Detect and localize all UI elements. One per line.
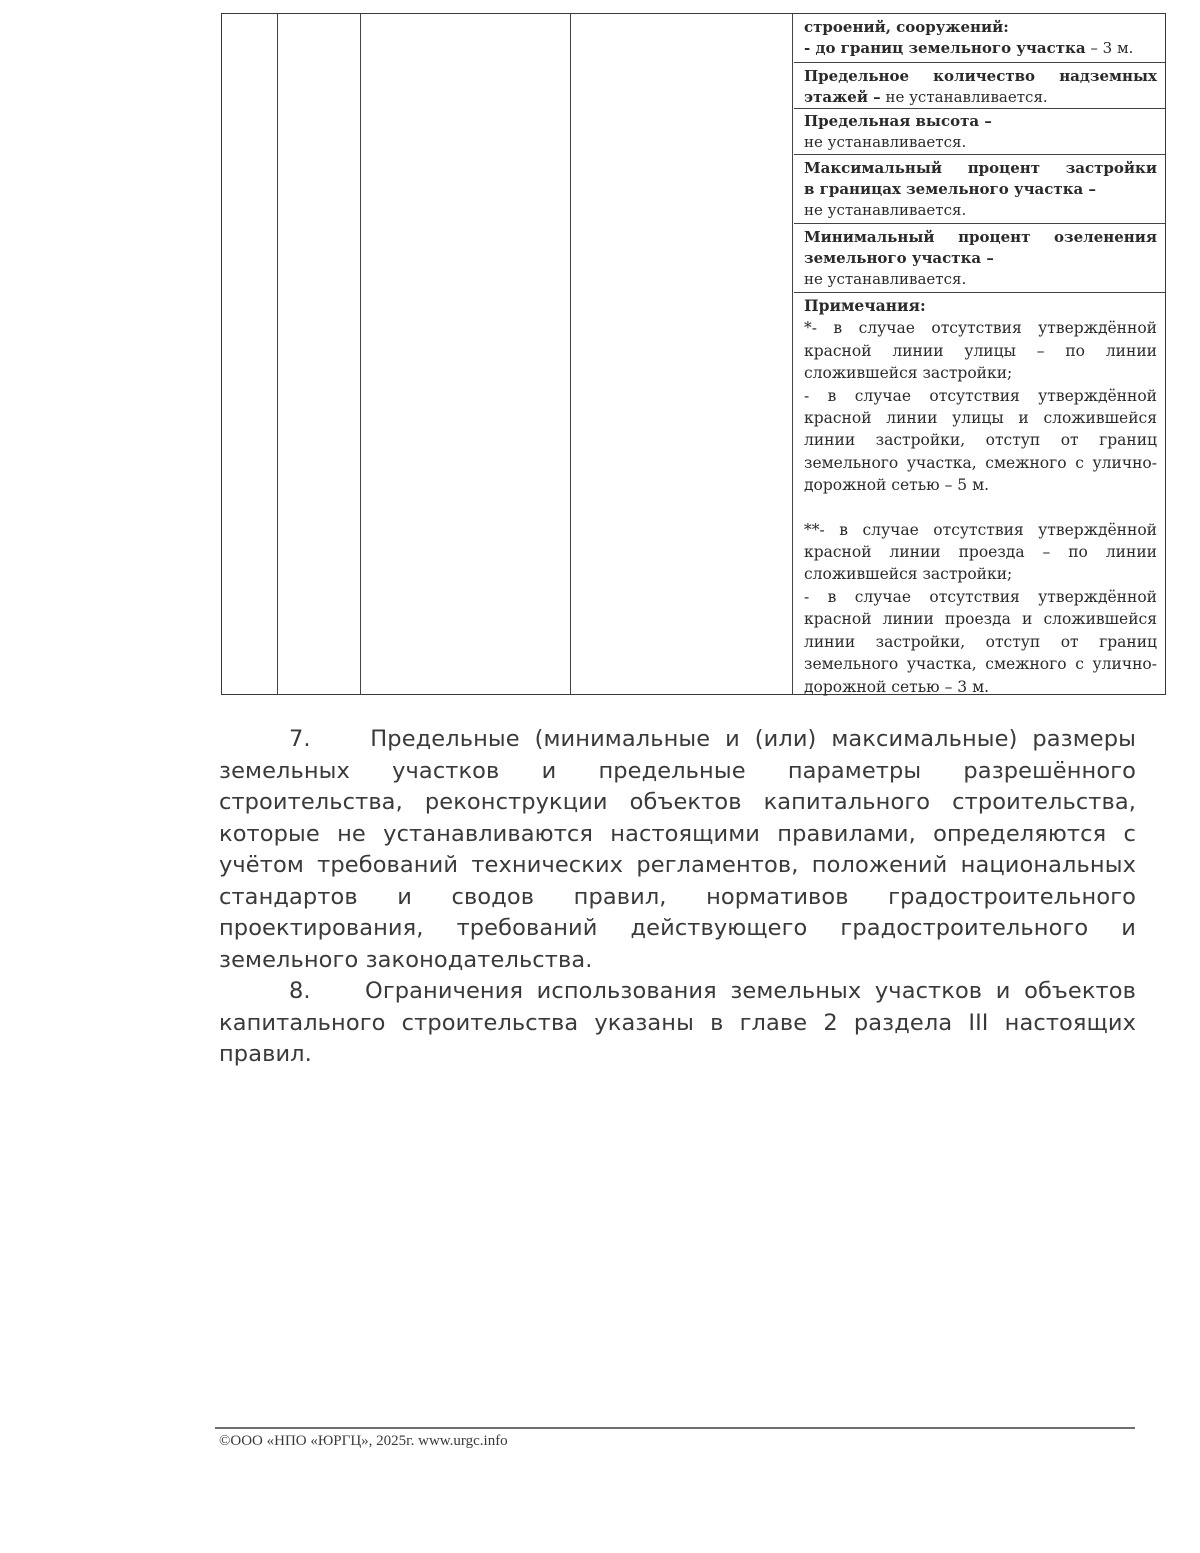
table-cell-green-percent [794, 224, 1165, 293]
setback-heading: строений, сооружений: [804, 18, 1009, 36]
green-percent-value: не устанавливается. [804, 270, 967, 288]
note-paragraph: - в случае отсутствия утверждённой красной линии проезда и сложившейся линии застройки, отступ от границ земельного участка, смежного с улично-дорожной сетью – 3 м. [804, 587, 1157, 696]
table-cell-notes [794, 293, 1165, 696]
table-column-divider [360, 14, 361, 694]
notes-title: Примечания: [804, 296, 926, 315]
footer-copyright: ©ООО «НПО «ЮРГЦ», 2025г. www.urgc.info [219, 1433, 508, 1449]
table-column-divider [277, 14, 278, 694]
table-cell-built-percent [794, 155, 1165, 224]
table-cell-floors [794, 63, 1165, 109]
green-percent-label: земельного участка – [804, 249, 994, 267]
zoning-parameters-table [221, 13, 1166, 695]
note-paragraph: - в случае отсутствия утверждённой красной линии улицы и сложившейся линии застройки, отступ от границ земельного участка, смежного с улично-дорожной сетью – 5 м. [804, 386, 1157, 495]
height-value: не устанавливается. [804, 133, 967, 151]
height-heading: Предельная высота – [804, 112, 992, 130]
built-percent-label: в границах земельного участка – [804, 180, 1096, 198]
floors-value: не устанавливается. [880, 88, 1048, 106]
paragraph-8: 8. Ограничения использования земельных участков и объектов капитального строительства указаны в главе 2 раздела III настоящих правил. [219, 978, 1136, 1067]
document-body [219, 724, 1136, 1071]
table-column-divider [792, 14, 793, 694]
note-paragraph: *- в случае отсутствия утверждённой красной линии улицы – по линии сложившейся застройки; [804, 319, 1157, 383]
floors-label: этажей – [804, 88, 881, 106]
setback-value: – 3 м. [1085, 39, 1134, 57]
built-percent-heading: Максимальный процент застройки [804, 159, 1157, 177]
paragraph-7: 7. Предельные (минимальные и (или) максимальные) размеры земельных участков и предельные параметры разрешённого строительства, реконструкции объектов капитального строительства, которые не устанавливаются настоящими правилами, определяются с учётом требований технических регламентов, положений национальных стандартов и сводов правил, нормативов градостроительного проектирования, требований действующего градостроительного и земельного законодательства. [219, 726, 1136, 973]
green-percent-heading: Минимальный процент озеленения [804, 228, 1157, 246]
footer-divider [215, 1427, 1135, 1429]
built-percent-value: не устанавливается. [804, 201, 967, 219]
table-column-divider [570, 14, 571, 694]
setback-label: - до границ земельного участка [804, 39, 1086, 57]
table-cell-height [794, 109, 1165, 155]
floors-heading: Предельное количество надземных [804, 67, 1157, 85]
table-cell-setback [794, 14, 1165, 63]
note-paragraph: **- в случае отсутствия утверждённой красной линии проезда – по линии сложившейся застройки; [804, 520, 1157, 584]
